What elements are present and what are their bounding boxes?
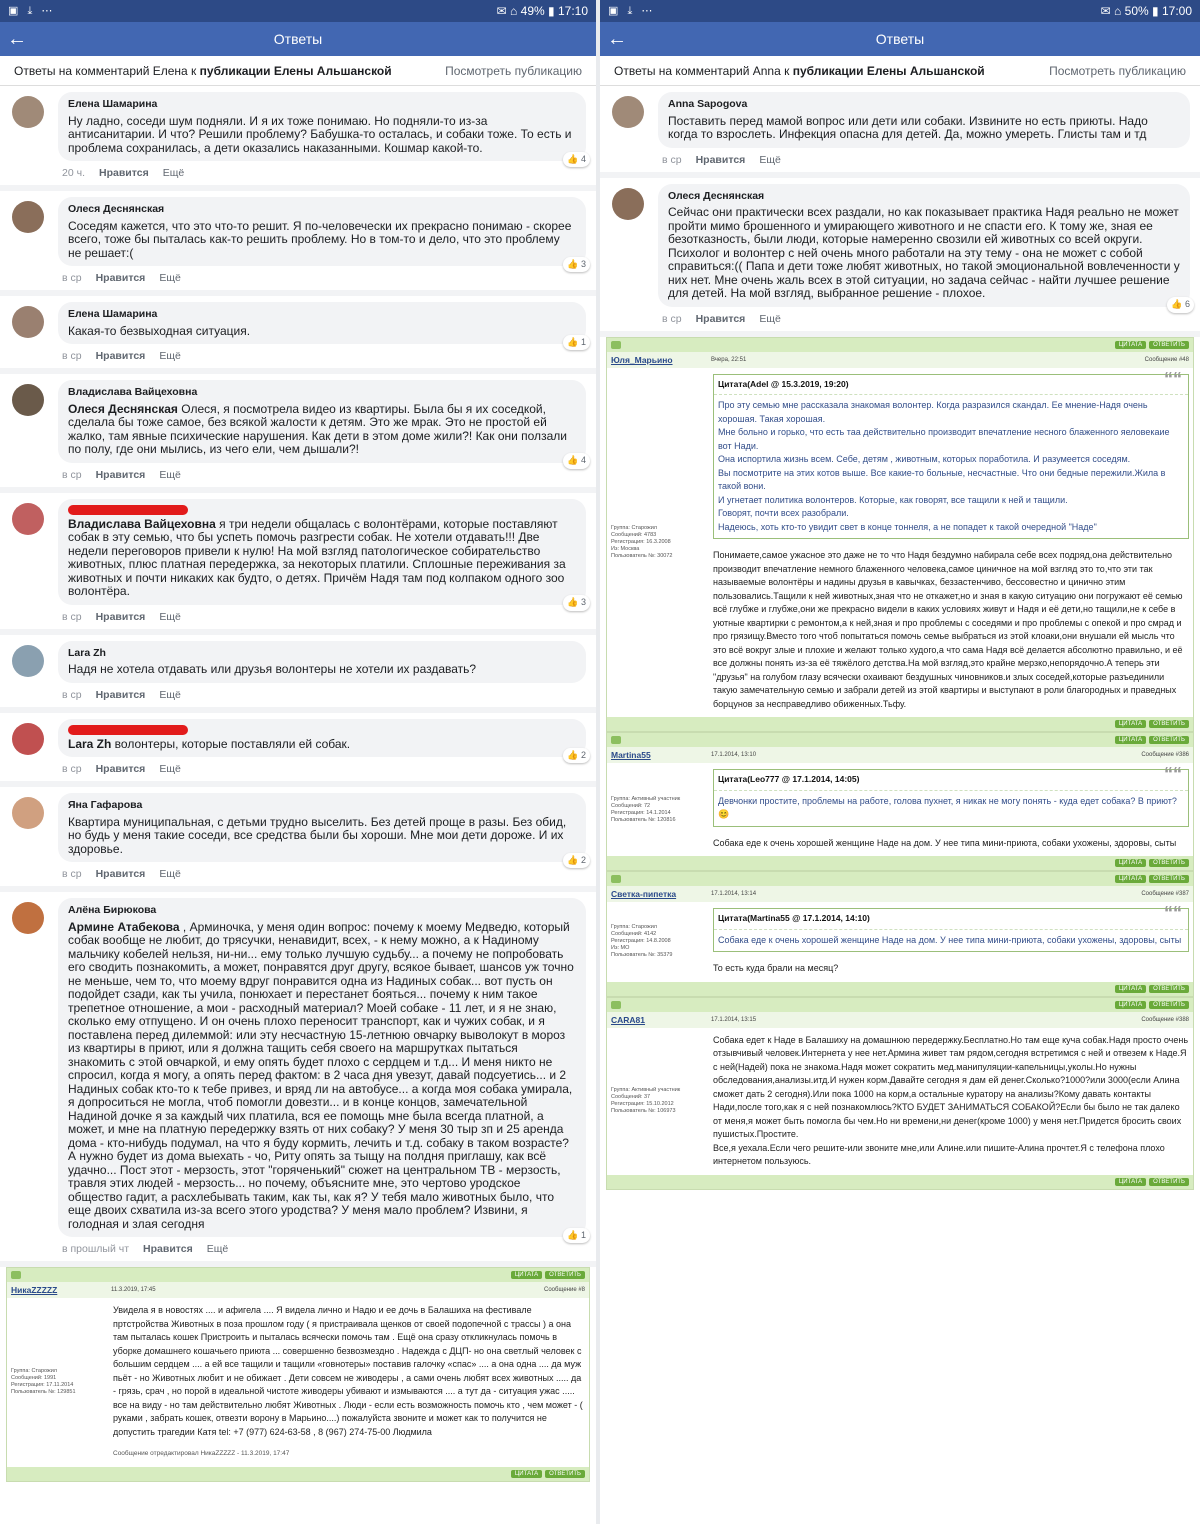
reply-button[interactable]: ОТВЕТИТЬ	[1149, 985, 1189, 993]
right-screenshot	[600, 0, 1200, 1524]
like-button[interactable]: Нравится	[95, 868, 146, 880]
like-button[interactable]: Нравится	[695, 153, 746, 166]
comment-text[interactable]	[68, 663, 576, 677]
quote-text[interactable]: Про эту семью мне рассказала знакомая волонтер. Когда разразился скандал. Ее мнение-Надя очень хорошая. Такая хорошая. Мне больно и горько, что есть таа действительно производит впечатление несного блаженного яеловекаие вот Нади. Она испортила жизнь всем. Себе, детям , животным, которых поработила. И разумеется соседям. Вы посмотрите на этих котов выше. Все какие-то больные, несчастные. Что они бедные пережили.Жила в такой вони. И угнетает политика волонтеров. Которые, как говорят, все тащили к ней и тащили. Говорят, почти всех разобрали. Надеюсь, хоть кто-то увидит свет в конце тоннеля, а не попадет к такой очередной "Наде"	[714, 394, 1188, 538]
user-info-line[interactable]: Регистрация: 14.8.2008	[611, 938, 671, 945]
reply-button[interactable]: ОТВЕТИТЬ	[545, 1470, 585, 1478]
comment-body[interactable]: Соседям кажется, что это что-то решит. Я по-человечески их прекрасно понимаю - скорее всего, тоже бы пыталась как-то решить проблему. Но в том-то и дело, что это проблему не решает:(	[68, 218, 572, 260]
comment-meta[interactable]	[62, 868, 586, 880]
like-reaction-icon[interactable]: 👍	[567, 258, 581, 269]
avatar[interactable]	[12, 503, 44, 535]
comment-meta[interactable]	[662, 313, 1190, 325]
comment-meta[interactable]	[662, 154, 1190, 166]
user-info-line[interactable]: Сообщений: 4142	[611, 931, 657, 938]
user-info-line[interactable]: Сообщений: 37	[611, 1094, 651, 1100]
comment-body[interactable]: Олеся, я посмотрела видео из квартиры. Была бы я их соседкой, сделала бы тоже самое, без всякой жалости к детям. Это же мрак. Это не простой ей жалко, там явные психические нарушения. Как дети в этом доме жили?! Как они ползали по полу, где они мылись, из чего ели, чем дышали?!	[68, 401, 567, 456]
comment-text[interactable]	[68, 325, 576, 339]
post-date[interactable]: 11.3.2019, 17:45	[111, 1287, 156, 1293]
comment-text[interactable]	[68, 921, 576, 1232]
comment[interactable]	[0, 374, 596, 493]
post-number[interactable]: Сообщение #386	[1141, 752, 1189, 758]
comment-author[interactable]: Lara Zh	[68, 646, 106, 659]
forum-thread	[600, 337, 1200, 1190]
comment-body[interactable]: , Арминочка, у меня один вопрос: почему к моему Медведю, который собак вообще не любит, до трясучки, ненавидит, всех, - к нему можно, а к Надиному мальчику кобелей нельзя, ни-ни... ему только лучшую судьбу... а почему не попробовать его сводить познакомить, а может, понравятся друг другу, всякое бывает, шансов уж точно не меньше, чем то, что моему вдруг понравится одна из Надиных собак... вот пусть он подойдет сзади, как ты учила, понюхает и перестанет бояться... почему к ним такое трепетное отношение, а мои - расходный материал? Моей собаке - 11 лет, и я не знаю, сколько ему отпущено. И он очень плохо переносит транспорт, как и чужих собак, и я поставлена перед дилеммой: или эту несчастную 15-летнюю овчарку выволокут в мороз из квартиры в приют, или я должна тащить себя своего на маршрутках пытаться знакомить с этой овчаркой, и ему опять будет плохо с сердцем и т.д... И меня никто не спросил, когда я могу, а опять перед фактом: в 2 часа дня увезут, давай подсуетись... и 2 Надиных собак кто-то к тебе привез, и вряд ли на автобусе... а когда моя собака умирала, я допроситься не могла, чтоб помогли довезти... и в конце концов, замечательной Надиной дочке я за каждый чих платила, вся ее помощь мне была всегда платной, а может, и мне на платную передержку взять от них собаку? У меня 30 тыр зп и 25 аренда дома - кто-нибудь подумал, на что я буду кормить, лечить и т.д. собаку в таком возрасте? А нужно будет из дома выехать - чо, Риту опять за тыщу на полдня приглашу, как всё удачно... Пост этот - мерзость, этот "горяченький" сюжет на центральном ТВ - мерзость, травля этих людей - мерзость... но почему, объясните мне, это чертово уродское общество гадит, а расхлебывать таким, как ты, как я? У тебя мало животных было, что еще двоих схватила из-за всего этого уродства? У меня мало проблем? Извини, я голодная и злая сегодня	[68, 919, 574, 1231]
forum-post[interactable]	[6, 1267, 590, 1482]
more-button[interactable]: Ещё	[159, 868, 181, 880]
comment-body[interactable]: я три недели общалась с волонтёрами, которые поставляют собак в эту семью, что бы успеть помочь разгрести собак. Не хотели отдавать!!! Две недели переговоров привели к нулю! На мой взгляд патологическое собирательство животных, плюс платная передержка, за некоторых платили. Сплошные переживания за животных и почти никаких как будто, о детях. Причём Надя там под колпаком одного зоо волонтёра.	[68, 516, 566, 598]
user-info-line[interactable]: Группа: Активный участник	[611, 795, 681, 802]
like-reaction-icon[interactable]: 👍	[567, 336, 581, 347]
reply-button[interactable]: ОТВЕТИТЬ	[1149, 875, 1189, 883]
reply-button[interactable]: ОТВЕТИТЬ	[1149, 720, 1189, 728]
reaction-number[interactable]: 4	[580, 153, 586, 164]
user-info-line[interactable]: Пользователь №: 35379	[611, 952, 673, 959]
post-toolbar[interactable]	[607, 338, 1193, 352]
comment-thread	[0, 86, 596, 1267]
comment-time[interactable]: в ср	[62, 350, 82, 362]
comment-text[interactable]	[68, 518, 576, 599]
comment-author[interactable]: Алёна Бирюкова	[68, 904, 157, 916]
post-body[interactable]	[607, 763, 1193, 856]
avatar[interactable]	[12, 797, 44, 829]
more-button[interactable]: Ещё	[206, 1243, 229, 1255]
like-reaction-icon[interactable]: 👍	[567, 153, 581, 164]
like-button[interactable]: Нравится	[95, 763, 146, 775]
user-info-line[interactable]: Группа: Старожил	[611, 924, 657, 931]
comment-time[interactable]: в прошлый чт	[62, 1243, 130, 1255]
user-info-line[interactable]: Сообщений: 72	[611, 802, 651, 809]
post-body[interactable]	[607, 902, 1193, 982]
more-button[interactable]: Ещё	[759, 153, 781, 166]
post-author[interactable]: НикаZZZZZ	[11, 1285, 58, 1295]
avatar[interactable]	[12, 306, 44, 338]
mention-link[interactable]: Армине Атабекова	[68, 919, 180, 934]
like-button[interactable]: Нравится	[95, 272, 146, 284]
post-number[interactable]: Сообщение #8	[544, 1287, 585, 1293]
comment-thread	[600, 86, 1200, 337]
quote-header[interactable]: Цитата(Leo777 @ 17.1.2014, 14:05) ““	[714, 770, 1188, 790]
like-button[interactable]: Нравится	[95, 468, 146, 481]
forum-post	[0, 1267, 596, 1482]
reaction-number[interactable]: 2	[580, 854, 586, 865]
app-title: Ответы	[875, 31, 925, 47]
user-info[interactable]	[607, 1028, 707, 1175]
reaction-number[interactable]: 1	[580, 1229, 586, 1240]
reaction-number[interactable]: 3	[580, 258, 586, 269]
comment-author[interactable]: Олеся Деснянская	[668, 189, 765, 202]
quote-button[interactable]: ЦИТАТА	[1115, 736, 1146, 744]
comment-meta[interactable]	[62, 167, 586, 179]
post-toolbar[interactable]	[607, 998, 1193, 1012]
comment-time[interactable]: в ср	[62, 272, 82, 284]
notification-icons: ▣ ⤓ ⋯	[8, 5, 56, 17]
user-info-line[interactable]: Регистрация: 15.10.2012	[611, 1101, 674, 1107]
reaction-count[interactable]	[563, 453, 590, 469]
mention-link[interactable]: Владислава Вайцеховна	[68, 516, 216, 531]
more-button[interactable]: Ещё	[159, 272, 181, 284]
post-date[interactable]: 17.1.2014, 13:10	[711, 752, 757, 758]
app-bar	[600, 22, 1200, 56]
post-toolbar[interactable]	[607, 733, 1193, 747]
user-info-line[interactable]: Из: МО	[611, 945, 630, 952]
like-button[interactable]: Нравится	[95, 350, 146, 362]
redacted-author[interactable]	[68, 725, 188, 735]
user-info-line[interactable]: Сообщений: 1991	[11, 1375, 57, 1382]
comment-author[interactable]: Anna Sapogova	[668, 98, 748, 110]
post-icon[interactable]	[11, 1271, 21, 1279]
post-body[interactable]	[607, 368, 1193, 718]
status-right: ✉ ⌂ 49% ▮ 17:10	[496, 4, 588, 18]
status-bar	[600, 0, 1200, 22]
post-header[interactable]	[7, 1282, 589, 1298]
reply-button[interactable]: ОТВЕТИТЬ	[1149, 1001, 1189, 1009]
like-button[interactable]: Нравится	[695, 312, 746, 325]
post-toolbar-bottom[interactable]	[607, 982, 1193, 996]
post-text[interactable]: То есть куда брали на месяц?	[713, 963, 839, 973]
comment-time[interactable]: в ср	[62, 763, 82, 775]
forum-post[interactable]	[606, 997, 1194, 1190]
user-info-line[interactable]: Пользователь №: 129851	[11, 1389, 76, 1396]
comment-author[interactable]: Елена Шамарина	[68, 98, 158, 110]
post-header[interactable]	[607, 1012, 1193, 1028]
post-toolbar[interactable]	[607, 872, 1193, 886]
comment-body[interactable]: волонтеры, которые поставляли ей собак.	[111, 736, 351, 751]
post-icon[interactable]	[611, 341, 621, 349]
comment[interactable]	[0, 635, 596, 713]
post-number[interactable]: Сообщение #388	[1141, 1016, 1189, 1023]
comment-time[interactable]: в ср	[62, 468, 82, 481]
like-reaction-icon[interactable]: 👍	[1171, 299, 1185, 309]
comment[interactable]	[0, 86, 596, 191]
like-reaction-icon[interactable]: 👍	[567, 597, 581, 607]
quote-text[interactable]: Девчонки простите, проблемы на работе, голова пухнет, я никак не могу понять - куда едет собака? В приют? 😊	[714, 790, 1188, 826]
comment-meta[interactable]	[62, 1243, 586, 1255]
comment-bubble[interactable]	[58, 197, 586, 269]
reaction-count[interactable]	[563, 748, 590, 764]
quote-button[interactable]: ЦИТАТА	[1115, 859, 1146, 867]
comment-bubble[interactable]	[58, 92, 586, 164]
comment-time[interactable]: в ср	[62, 688, 82, 701]
comment-meta[interactable]	[62, 469, 586, 481]
post-icon[interactable]	[611, 875, 621, 883]
forum-post[interactable]	[606, 337, 1194, 733]
post-header[interactable]	[607, 352, 1193, 368]
reaction-count[interactable]	[563, 152, 590, 168]
comment-text[interactable]	[668, 206, 1180, 301]
comment-text[interactable]	[68, 738, 576, 752]
status-right: ✉ ⌂ 50% ▮ 17:00	[1100, 4, 1192, 18]
reply-button[interactable]: ОТВЕТИТЬ	[1149, 736, 1189, 744]
reaction-number[interactable]: 3	[580, 597, 586, 607]
user-info-line[interactable]: Регистрация: 16.3.2008	[611, 538, 671, 545]
post-number[interactable]: Сообщение #48	[1144, 356, 1189, 363]
user-info-line[interactable]: Из: Москва	[611, 545, 640, 552]
quote-button[interactable]: ЦИТАТА	[1115, 1001, 1146, 1009]
comment-author[interactable]: Владислава Вайцеховна	[68, 386, 198, 398]
like-button[interactable]: Нравится	[143, 1243, 193, 1255]
view-post-link[interactable]: Посмотреть публикацию	[1049, 63, 1186, 78]
user-info[interactable]	[7, 1298, 107, 1467]
user-info-line[interactable]: Группа: Старожил	[611, 524, 657, 531]
comment[interactable]	[600, 178, 1200, 337]
comment-bubble[interactable]	[58, 898, 586, 1240]
more-button[interactable]: Ещё	[159, 350, 181, 362]
comment-author[interactable]: Яна Гафарова	[68, 799, 143, 811]
post-author[interactable]: Юля_Марьино	[611, 354, 673, 365]
quote-text[interactable]: Собака еде к очень хорошей женщине Наде на дом. У нее типа мини-приюта, собаки ухожены, здоровы, сыты	[714, 929, 1188, 952]
post-text-area[interactable]	[707, 1028, 1193, 1175]
reaction-number[interactable]: 4	[580, 455, 586, 465]
like-reaction-icon[interactable]: 👍	[567, 1229, 581, 1240]
user-info-line[interactable]: Группа: Активный участник	[611, 1087, 681, 1093]
breadcrumb: Ответы на комментарий Anna к публикации Елены Альшанской Посмотреть публикацию	[600, 56, 1200, 86]
post-body[interactable]	[607, 1028, 1193, 1175]
avatar[interactable]	[12, 384, 44, 416]
comment-bubble[interactable]	[658, 184, 1190, 307]
user-info[interactable]	[607, 763, 707, 856]
comment-bubble[interactable]	[58, 380, 586, 463]
comment-bubble[interactable]	[58, 302, 586, 347]
more-button[interactable]: Ещё	[159, 468, 181, 481]
comment-bubble[interactable]	[58, 719, 586, 758]
like-button[interactable]: Нравится	[95, 610, 146, 623]
quote-button[interactable]: ЦИТАТА	[511, 1470, 542, 1478]
user-info[interactable]	[607, 902, 707, 982]
comment[interactable]	[0, 713, 596, 788]
quote-button[interactable]: ЦИТАТА	[1115, 985, 1146, 993]
redacted-author[interactable]	[68, 505, 188, 515]
comment-body[interactable]: Квартира муниципальная, с детьми трудно выселить. Без детей проще в разы. Без обид, но будь у меня такие соседи, все средства были бы хороши. Мне мои дети дороже. И их здоровье.	[68, 814, 567, 856]
like-button[interactable]: Нравится	[95, 688, 146, 701]
comment-text[interactable]	[68, 403, 576, 457]
user-info-line[interactable]: Пользователь №: 120816	[611, 816, 676, 823]
reaction-count[interactable]	[563, 1228, 590, 1244]
quote-header[interactable]: Цитата(Adel @ 15.3.2019, 19:20) ““	[714, 375, 1188, 395]
view-post-link[interactable]: Посмотреть публикацию	[445, 63, 582, 78]
post-text-area[interactable]	[707, 368, 1193, 718]
post-toolbar-bottom[interactable]	[7, 1467, 589, 1481]
quote-button[interactable]: ЦИТАТА	[1115, 875, 1146, 883]
comment-body[interactable]: Ну ладно, соседи шум подняли. И я их тоже понимаю. Но подняли-то из-за антисанитарии. И что? Решили проблему? Бабушка-то осталась, и собаки тоже. То есть и проблема сохранилась, а дети оказались наказанными. Кошмар какой-то.	[68, 113, 572, 155]
more-button[interactable]: Ещё	[159, 610, 181, 623]
comment-author[interactable]: Елена Шамарина	[68, 308, 158, 320]
post-text-area[interactable]	[107, 1298, 589, 1467]
comment-body[interactable]: Надя не хотела отдавать или друзья волонтеры не хотели их раздавать?	[68, 662, 477, 676]
comment-author[interactable]: Олеся Деснянская	[68, 203, 165, 215]
post-text[interactable]: Увидела я в новостях .... и афигела .... Я видела лично и Надю и ее дочь в Балашиха на фестивале пртстройства Животных в поза прошлом году ( я пристраивала щенков от своей подопечной с трассы ) а она там пыталась кошек Пристроить и пыталась всячески помочь там . Ещё она сразу откликнулась помочь в уборке домашнего кошачьего приюта ... совершенно безвозмездно . Надежда с ДЦП- но она светлый человек с большим сердцем .... а ей все тащили и тащили «говнотеры» поставив галочку «спас» .... а она одна .... да муж пьёт - но Животных любит и не обижает . Дети совсем не живодеры , а сами очень любят всех животных ..... да - грязь, срач , но порой в идеальной чистоте живодеры убивают и измываются .... а тут да - ситуация ужас ..... все на виду - но там действительно любят Животных . Люди - если есть возможность помочь кто , чем может - ( руками , забрать кошек, отвезти ворону в Марьино....) пожалуйста звоните и может как то получится не допустить трагедии Катя tel: +7 (977) 624-63-58 , 8 (967) 274-75-00 Людмила	[113, 1305, 583, 1437]
avatar[interactable]	[12, 96, 44, 128]
user-info-line[interactable]: Пользователь №: 106973	[611, 1108, 676, 1114]
comment-text[interactable]	[68, 816, 576, 857]
comment-time[interactable]: в ср	[662, 312, 682, 325]
reply-button[interactable]: ОТВЕТИТЬ	[1149, 341, 1189, 349]
more-button[interactable]: Ещё	[759, 312, 781, 325]
post-date[interactable]: 17.1.2014, 13:15	[711, 1016, 757, 1023]
post-header[interactable]	[607, 747, 1193, 763]
quote-header[interactable]: Цитата(Martina55 @ 17.1.2014, 14:10) ““	[714, 909, 1188, 929]
post-text-area[interactable]	[707, 902, 1193, 982]
more-button[interactable]: Ещё	[159, 688, 181, 701]
app-bar	[0, 22, 596, 56]
reply-button[interactable]: ОТВЕТИТЬ	[545, 1271, 585, 1279]
quote-button[interactable]: ЦИТАТА	[1115, 341, 1146, 349]
quote-button[interactable]: ЦИТАТА	[511, 1271, 542, 1279]
avatar[interactable]	[12, 902, 44, 934]
post-text-area[interactable]	[707, 763, 1193, 856]
comment[interactable]	[0, 191, 596, 296]
user-info[interactable]	[607, 368, 707, 718]
back-arrow-icon[interactable]: ←	[607, 28, 627, 50]
user-info-line[interactable]: Группа: Старожил	[11, 1368, 57, 1375]
left-screenshot	[0, 0, 596, 1524]
comment-body[interactable]: Сейчас они практически всех раздали, но как показывает практика Надя реально не может пройти мимо брошенного и умирающего животного и не спасти его. К тому же, зная ее безотказность, были люди, которые намеренно свозили ей животных со всей округи. Психолог и волонтер с ней очень много работали на эту тему - она не может с собой справиться:(( Папа и дети тоже любят животных, но такой эмоциональной вовлеченности у них нет. Мне очень жаль всех в этой ситуации, но задача сейчас - найти лучшее решение для детей. На мой взгляд, выбранное решение - плохое.	[668, 205, 1180, 300]
like-reaction-icon[interactable]: 👍	[567, 749, 581, 760]
reaction-count[interactable]	[563, 595, 590, 611]
post-author[interactable]: Martina55	[611, 750, 651, 760]
comment[interactable]	[0, 787, 596, 892]
comment-meta[interactable]	[62, 611, 586, 623]
comment-bubble[interactable]	[658, 92, 1190, 148]
reply-button[interactable]: ОТВЕТИТЬ	[1149, 859, 1189, 867]
post-date[interactable]: Вчера, 22:51	[711, 356, 747, 363]
reaction-number[interactable]: 6	[1184, 299, 1190, 309]
quote-button[interactable]: ЦИТАТА	[1115, 720, 1146, 728]
like-reaction-icon[interactable]: 👍	[567, 455, 581, 465]
forum-post[interactable]	[606, 732, 1194, 871]
avatar[interactable]	[12, 201, 44, 233]
app-title: Ответы	[273, 31, 323, 47]
post-header[interactable]	[607, 886, 1193, 902]
post-date[interactable]: 17.1.2014, 13:14	[711, 891, 757, 897]
comment[interactable]	[0, 296, 596, 374]
status-bar	[0, 0, 596, 22]
reaction-count[interactable]	[563, 335, 590, 351]
more-button[interactable]: Ещё	[162, 167, 185, 179]
user-info-line[interactable]: Регистрация: 17.11.2014	[11, 1382, 74, 1389]
post-author[interactable]: Светка-пипетка	[611, 889, 677, 899]
quote-button[interactable]: ЦИТАТА	[1115, 1178, 1146, 1186]
comment-text[interactable]	[68, 115, 576, 156]
comment[interactable]	[0, 493, 596, 635]
avatar[interactable]	[12, 645, 44, 677]
comment-meta[interactable]	[62, 272, 586, 284]
reaction-count[interactable]	[563, 257, 590, 273]
post-toolbar-bottom[interactable]	[607, 717, 1193, 731]
comment-time[interactable]: в ср	[662, 153, 682, 166]
forum-post[interactable]	[606, 871, 1194, 997]
like-reaction-icon[interactable]: 👍	[567, 854, 581, 865]
post-text[interactable]: Понимаете,самое ужасное это даже не то что Надя бездумно набирала себе всех подряд,она действительно производит впечатление немного блаженного человека,самое циничное на мой взгляд это то,что эти так называемые волонтёры и надины друзья в кавычках, беззастенчиво, бессовестно и цинично этим пользовались.Тащили к ней животных,зная что не откажет,но и зная в какую ситуацию они погружают её семью всё глубже и глубже,они же прекрасно видели в каких условиях живут и Надя и её дети,но тащили,не к себе в уютные квартирки с ремонтом,а к ней,зная и про проблемы с соседями и про проблемы с опекой и про смрад и про грязищу.Вместо того чтоб попытаться помочь семье выбраться из этой клоаки,они внушали ей мысль что это всё вокруг злые и плохие и желают только худого,а что сама Надя всё делается абсолютно правильно, и её все должны понять из-за её тяжёлого детства.На мой взгляд,это крайне мерзко,непорядочно.А теперь эти "друзья" на голубом глазу всячески охаивают бездушных чиновников.и злых соседей,которые разъединили такую замечательную семью и забрали детей из этой квартиры и выступают в роли благородных и праведных борцунов за несправедливо обиженных.Тьфу.	[713, 550, 1183, 709]
reaction-count[interactable]	[563, 853, 590, 869]
comment-bubble[interactable]	[58, 793, 586, 865]
reaction-number[interactable]: 1	[580, 336, 586, 347]
post-text[interactable]: Собака еде к очень хорошей женщине Наде на дом. У нее типа мини-приюта, собаки ухожены, здоровы, сыты	[713, 837, 1177, 848]
post-text[interactable]: Собака едет к Наде в Балашиху на домашнюю передержку.Бесплатно.Но там еще куча собак.Надя просто очень отзывчивый человек.Интернета у нее нет.Армина живет там рядом,сегодня встретимся с ней и отвезем к Наде.Я с ней(Надей) пока не знакома.Надя может сократить мед.манипуляции-капельницы,уколы.Но нужны обследования,анализы.итд.И нужен корм.Давайте сегодня я дам ей денег.Сколько?1000?или 3000(если Алина сможет дать 2 сегодня).Или пока 1000 на корм,а остальные куратору на анализы?Кому давать контакты Нади,после того,как я с ней познакомлюсь?КТО БУДЕТ ЗАНИМАТЬСЯ СОБАКОЙ?Если бы было не так далеко от меня,я может быть помогла бы чем.Но ни времени,ни денег(кроме 1000) у меня нет.Придется бросить своих пушистых.Простите. Все,я уехала.Если чего решите-или звоните мне,или Алине.или пишите-Алина прочтет.Я с телефона плохо интернетом пользуюсь.	[713, 1034, 1189, 1166]
post-toolbar-bottom[interactable]	[607, 856, 1193, 870]
back-arrow-icon[interactable]: ←	[7, 28, 27, 50]
more-button[interactable]: Ещё	[159, 763, 181, 775]
comment-bubble[interactable]	[58, 641, 586, 683]
breadcrumb: Ответы на комментарий Елена к публикации Елены Альшанской Посмотреть публикацию	[0, 56, 596, 86]
like-button[interactable]: Нравится	[98, 167, 149, 179]
quote-block[interactable]	[713, 908, 1189, 952]
post-body[interactable]	[7, 1298, 589, 1467]
post-author[interactable]: CARA81	[611, 1014, 646, 1025]
user-info-line[interactable]: Пользователь №: 30072	[611, 552, 673, 559]
quote-block[interactable]	[713, 769, 1189, 827]
avatar[interactable]	[612, 188, 644, 220]
comment-time[interactable]: в ср	[62, 610, 82, 623]
comment-bubble[interactable]	[58, 499, 586, 605]
comment-text[interactable]	[668, 115, 1180, 142]
quote-block[interactable]	[713, 374, 1189, 540]
comment-time[interactable]: 20 ч.	[62, 167, 85, 179]
reaction-count[interactable]	[1167, 297, 1194, 313]
comment-body[interactable]: Какая-то безвыходная ситуация.	[68, 323, 251, 338]
comment-body[interactable]: Поставить перед мамой вопрос или дети или собаки. Извините но есть приюты. Надо когда то взрослеть. Инфекция опасна для детей. Да, можно умереть. Глисты там и тд	[668, 113, 1148, 141]
reaction-number[interactable]: 2	[580, 749, 586, 760]
post-icon[interactable]	[611, 736, 621, 744]
comment-time[interactable]: в ср	[62, 868, 82, 880]
post-toolbar[interactable]	[7, 1268, 589, 1282]
post-toolbar-bottom[interactable]	[607, 1175, 1193, 1189]
comment-meta[interactable]	[62, 763, 586, 775]
user-info-line[interactable]: Регистрация: 14.1.2014	[611, 809, 671, 816]
edited-note[interactable]: Сообщение отредактировал НикаZZZZZ - 11.3.2019, 17:47	[113, 1450, 290, 1457]
post-icon[interactable]	[611, 1001, 621, 1009]
comment[interactable]	[0, 892, 596, 1267]
comment-meta[interactable]	[62, 350, 586, 362]
reply-button[interactable]: ОТВЕТИТЬ	[1149, 1178, 1189, 1186]
avatar[interactable]	[612, 96, 644, 128]
user-info-line[interactable]: Сообщений: 4783	[611, 531, 657, 538]
post-number[interactable]: Сообщение #387	[1141, 891, 1189, 897]
mention-link[interactable]: Lara Zh	[68, 736, 112, 751]
comment-text[interactable]	[68, 220, 576, 261]
comment-meta[interactable]	[62, 689, 586, 701]
mention-link[interactable]: Олеся Деснянская	[68, 401, 178, 416]
notification-icons: ▣ ⤓ ⋯	[608, 5, 656, 17]
avatar[interactable]	[12, 723, 44, 755]
comment[interactable]	[600, 86, 1200, 178]
